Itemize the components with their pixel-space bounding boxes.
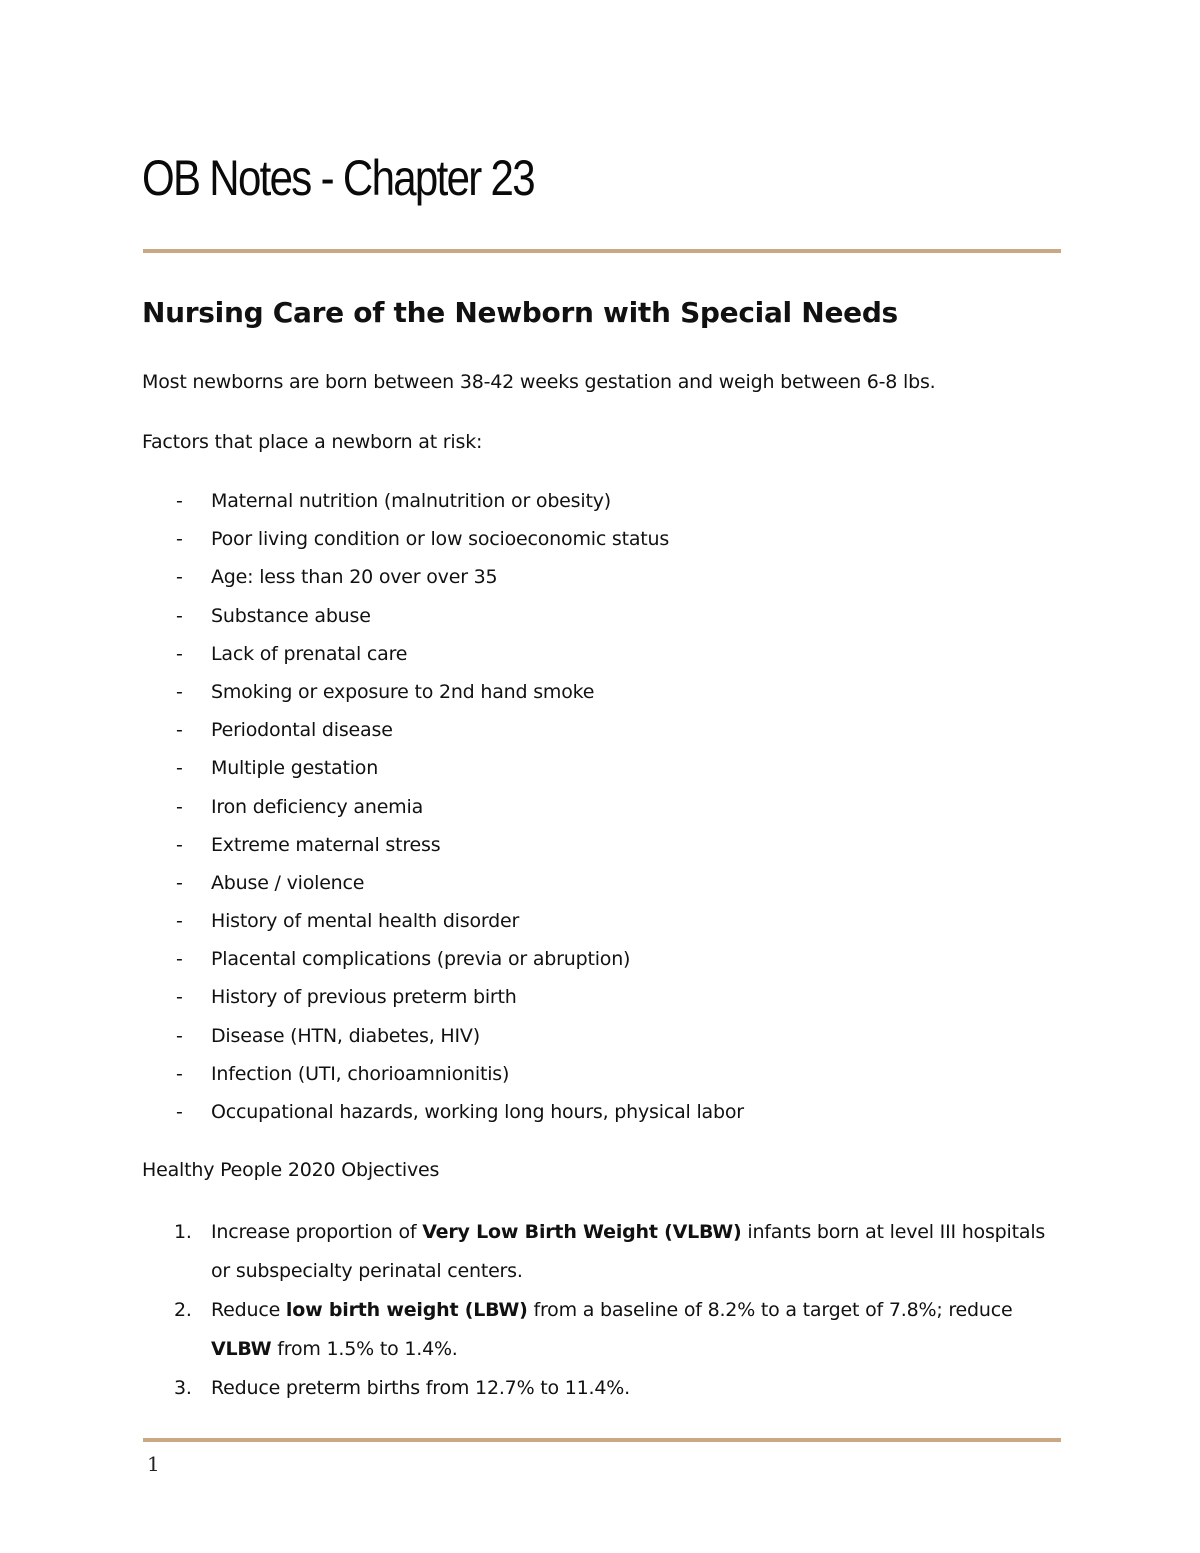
bullet-dash: - [176, 1101, 183, 1123]
bullet-dash: - [176, 604, 183, 627]
risk-factor-text: Poor living condition or low socioeconomic status [211, 528, 670, 551]
risk-factor-text: History of mental health disorder [211, 910, 520, 933]
risk-factor-text: Age: less than 20 over over 35 [211, 566, 498, 589]
risk-factor-text: Iron deficiency anemia [211, 795, 424, 818]
risk-factor-text: Occupational hazards, working long hours, physical labor [211, 1101, 744, 1123]
header-divider [143, 249, 1061, 253]
bullet-dash: - [176, 948, 183, 971]
objective-bold-term: VLBW [211, 1338, 272, 1360]
page-title: OB Notes - Chapter 23 [142, 150, 534, 206]
objective-text [211, 1213, 1062, 1291]
objective-text [211, 1369, 1062, 1408]
objectives-heading: Healthy People 2020 Objectives [142, 1159, 440, 1181]
risk-factor-text: History of previous preterm birth [211, 986, 517, 1009]
bullet-dash: - [176, 719, 183, 742]
bullet-dash: - [176, 566, 183, 589]
objective-bold-term: low birth weight (LBW) [285, 1299, 528, 1321]
objective-text-part: from 1.5% to 1.4%. [271, 1338, 458, 1360]
bullet-dash: - [176, 1024, 183, 1047]
objectives-list [142, 1213, 1062, 1408]
bullet-dash: - [176, 1062, 183, 1085]
bullet-dash: - [176, 910, 183, 933]
intro-paragraph: Most newborns are born between 38-42 weeks gestation and weigh between 6-8 lbs. [142, 371, 936, 393]
section-heading: Nursing Care of the Newborn with Special Needs [142, 296, 898, 329]
risk-factor-text: Multiple gestation [211, 757, 379, 780]
list-item [142, 1369, 1062, 1408]
bullet-dash: - [176, 871, 183, 894]
objective-text-part: Increase proportion of [211, 1221, 423, 1243]
bullet-dash: - [176, 757, 183, 780]
risk-factor-text: Extreme maternal stress [211, 833, 441, 856]
list-item [142, 1291, 1062, 1369]
list-number: 3. [174, 1377, 192, 1399]
risk-factor-text: Placental complications (previa or abruption) [211, 948, 631, 971]
risk-factor-text: Periodontal disease [211, 719, 393, 742]
risk-factor-text: Abuse / violence [211, 871, 365, 894]
risk-factor-text: Maternal nutrition (malnutrition or obesity) [211, 490, 611, 512]
bullet-dash: - [176, 490, 183, 512]
objective-bold-term: Very Low Birth Weight (VLBW) [422, 1221, 742, 1243]
list-number: 2. [174, 1299, 192, 1321]
risk-factor-text: Lack of prenatal care [211, 642, 408, 665]
objective-text [211, 1291, 1062, 1369]
list-number: 1. [174, 1221, 192, 1243]
list-item [142, 1213, 1062, 1291]
page-number: 1 [147, 1452, 160, 1476]
bullet-dash: - [176, 680, 183, 703]
objective-text-part: infants born at level III hospitals or subspecialty perinatal centers. [211, 1221, 1046, 1282]
risk-factor-text: Disease (HTN, diabetes, HIV) [211, 1024, 480, 1047]
risk-factors-intro: Factors that place a newborn at risk: [142, 431, 483, 453]
bullet-dash: - [176, 642, 183, 665]
bullet-dash: - [176, 528, 183, 551]
objective-text-part: from a baseline of 8.2% to a target of 7.8%; reduce [527, 1299, 1013, 1321]
objective-text-part: Reduce [211, 1299, 286, 1321]
risk-factor-text: Substance abuse [211, 604, 371, 627]
bullet-dash: - [176, 986, 183, 1009]
risk-factor-text: Infection (UTI, chorioamnionitis) [211, 1062, 510, 1085]
bullet-dash: - [176, 795, 183, 818]
objective-text-part: Reduce preterm births from 12.7% to 11.4%. [211, 1377, 630, 1399]
footer-divider [143, 1438, 1061, 1442]
risk-factor-text: Smoking or exposure to 2nd hand smoke [211, 680, 595, 703]
bullet-dash: - [176, 833, 183, 856]
